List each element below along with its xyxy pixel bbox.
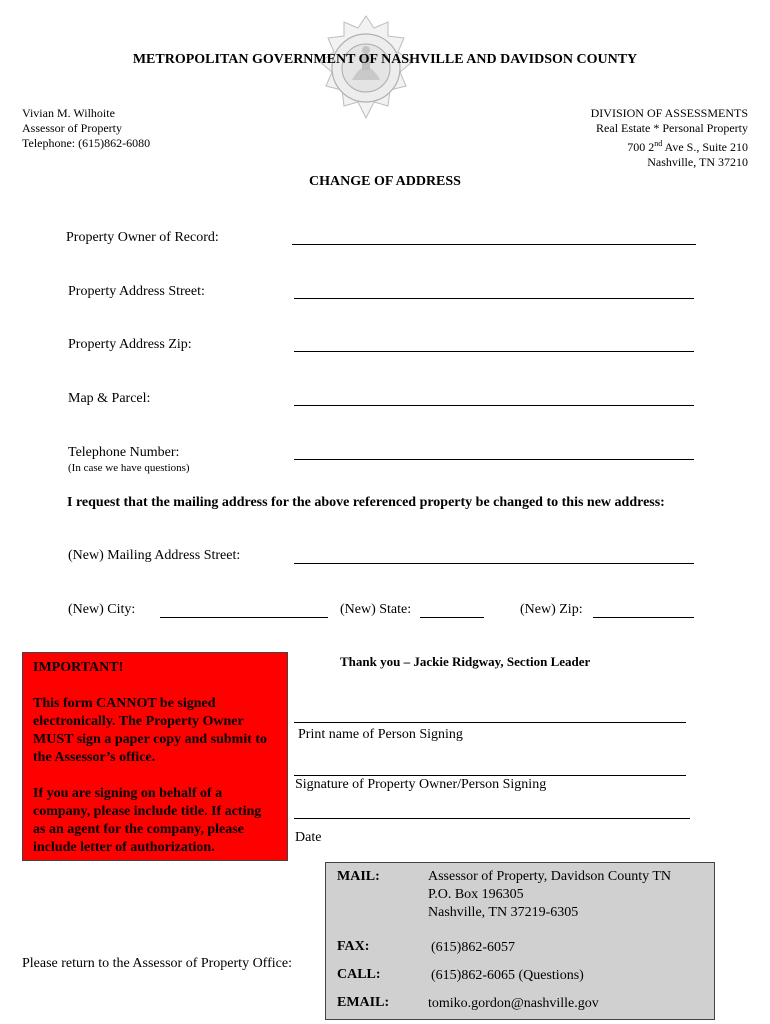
parcel-label: Map & Parcel: [68,391,151,406]
email-label: EMAIL: [337,995,390,1010]
assessor-info [22,106,150,151]
new-street-label: (New) Mailing Address Street: [68,548,241,563]
mail-address [428,868,671,922]
fax-number: (615)862-6057 [431,940,515,955]
mail-label: MAIL: [337,869,380,884]
street-label: Property Address Street: [68,284,205,299]
zip-label: Property Address Zip: [68,337,192,352]
division-name: DIVISION OF ASSESSMENTS [590,106,748,120]
division-city: Nashville, TN 37210 [647,155,748,169]
request-statement: I request that the mailing address for the above referenced property be changed to this new address: [67,495,665,510]
form-title: CHANGE OF ADDRESS [309,174,461,189]
important-notice [22,652,288,861]
organization-title: METROPOLITAN GOVERNMENT OF NASHVILLE AND DAVIDSON COUNTY [132,52,638,67]
signature-label: Signature of Property Owner/Person Signing [295,777,547,792]
phone-field[interactable] [294,459,694,460]
fax-label: FAX: [337,939,370,954]
important-agent-note: If you are signing on behalf of a company, please include title. If acting as an agent for the company, please include letter of authorization. [33,786,262,855]
new-city-label: (New) City: [68,602,136,617]
owner-label: Property Owner of Record: [66,230,219,245]
mail-line: Assessor of Property, Davidson County TN [428,869,672,884]
assessor-title: Assessor of Property [22,121,122,135]
date-label: Date [295,830,322,845]
new-zip-label: (New) Zip: [520,602,583,617]
zip-field[interactable] [294,351,694,352]
important-heading: IMPORTANT! [33,660,124,675]
division-info [591,106,748,170]
metro-nashville-seal [318,14,414,126]
new-state-field[interactable] [420,617,484,618]
important-paper-copy-note: This form CANNOT be signed electronically. The Property Owner MUST sign a paper copy and submit to the Assessor’s office. [33,696,268,765]
phone-label: Telephone Number: [68,445,180,460]
owner-field[interactable] [292,244,696,245]
call-label: CALL: [337,967,381,982]
new-street-field[interactable] [294,563,694,564]
assessor-telephone: Telephone: (615)862-6080 [22,136,151,150]
signature-field[interactable] [294,775,686,776]
contact-box [325,862,715,1020]
division-street: 700 2nd Ave S., Suite 210 [627,139,748,154]
print-name-label: Print name of Person Signing [298,727,463,742]
print-name-field[interactable] [294,722,686,723]
phone-note: (In case we have questions) [68,462,190,474]
return-instructions: Please return to the Assessor of Property Office: [22,956,292,971]
new-city-field[interactable] [160,617,328,618]
division-scope: Real Estate * Personal Property [596,121,748,135]
street-field[interactable] [294,298,694,299]
mail-line: Nashville, TN 37219-6305 [428,905,579,920]
new-state-label: (New) State: [340,602,412,617]
new-zip-field[interactable] [593,617,694,618]
parcel-field[interactable] [294,405,694,406]
date-field[interactable] [294,818,690,819]
assessor-name: Vivian M. Wilhoite [22,106,115,120]
thanks-note: Thank you – Jackie Ridgway, Section Leader [340,654,591,669]
mail-line: P.O. Box 196305 [428,887,524,902]
email-address[interactable]: tomiko.gordon@nashville.gov [428,996,599,1011]
call-number: (615)862-6065 (Questions) [431,968,584,983]
